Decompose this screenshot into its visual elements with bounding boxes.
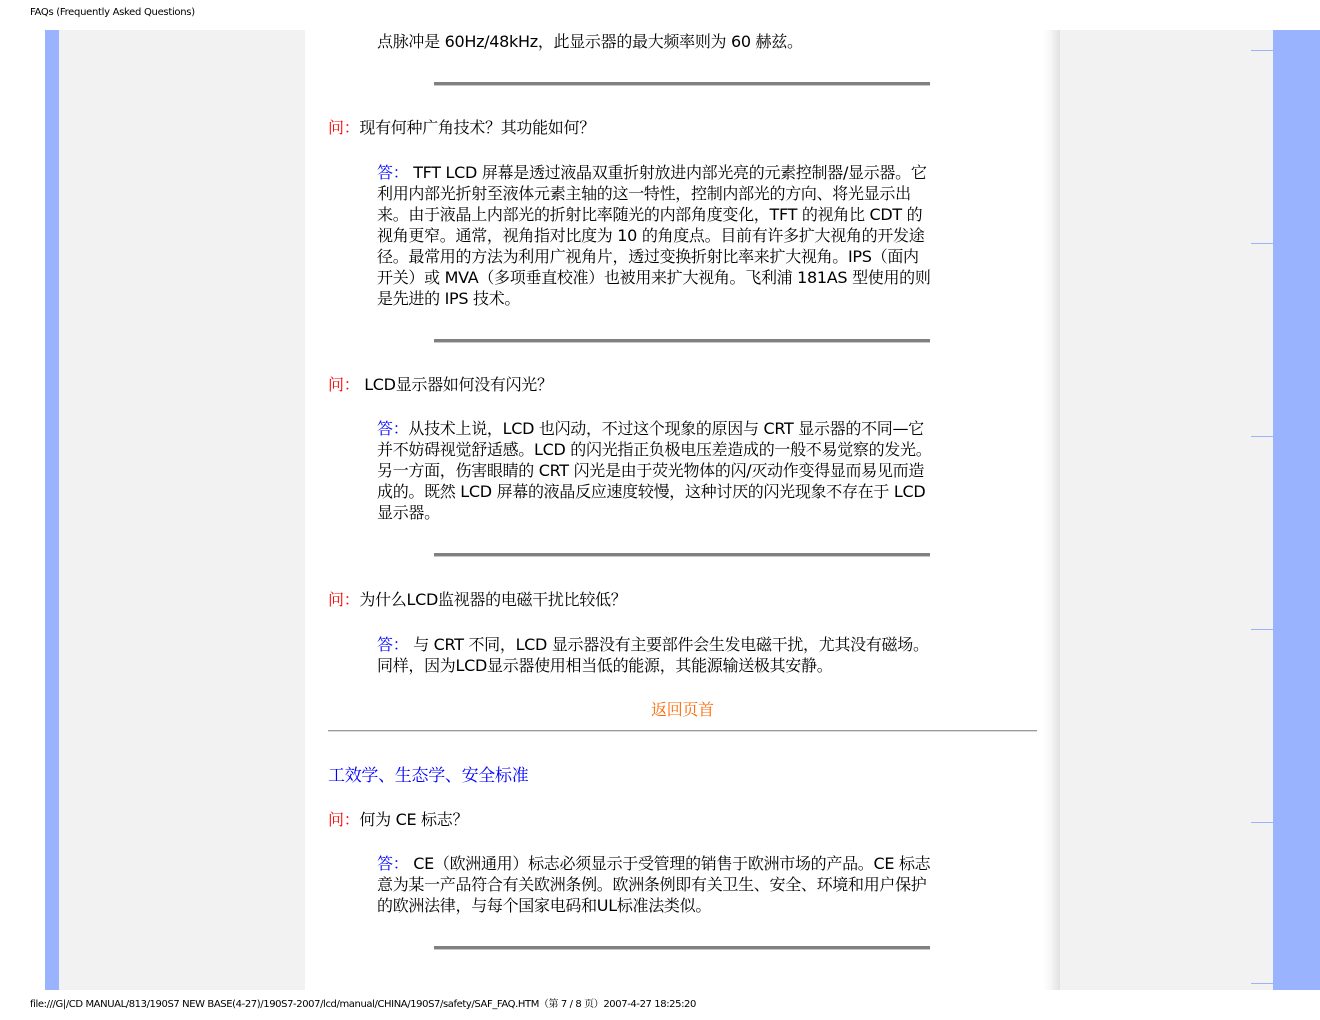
answer-label: 答： — [377, 635, 409, 654]
answer-line: 答：从技术上说，LCD 也闪动，不过这个现象的原因与 CRT 显示器的不同—它 — [377, 419, 924, 438]
stripe-tick — [1251, 629, 1273, 630]
separator — [434, 82, 930, 86]
back-to-top-link[interactable]: 返回页首 — [651, 700, 714, 719]
stripe-tick — [1251, 822, 1273, 823]
stripe-tick — [1251, 243, 1273, 244]
question-label: 问： — [328, 810, 360, 829]
answer-label: 答： — [377, 163, 409, 182]
question-3 — [328, 589, 626, 610]
stripe-tick — [1251, 983, 1273, 984]
answer-line: 显示器。 — [377, 503, 440, 522]
answer-line: 的欧洲法律，与每个国家电码和UL标准法类似。 — [377, 896, 712, 915]
answer-line: 并不妨碍视觉舒适感。LCD 的闪光指正负极电压差造成的一般不易觉察的发光。 — [377, 440, 932, 459]
question-text: 何为 CE 标志？ — [359, 810, 469, 829]
question-2 — [328, 374, 553, 395]
answer-line: 成的。既然 LCD 屏幕的液晶反应速度较慢，这种讨厌的闪光现象不存在于 LCD — [377, 482, 926, 501]
answer-line: 另一方面，伤害眼睛的 CRT 闪光是由于荧光物体的闪/灭动作变得显而易见而造 — [377, 461, 925, 480]
page-header-title: FAQs (Frequently Asked Questions) — [30, 7, 195, 18]
left-grey-margin — [59, 30, 305, 990]
stripe-tick — [1251, 436, 1273, 437]
answer-line: 视角更窄。通常，视角指对比度为 10 的角度点。目前有许多扩大视角的开发途 — [377, 226, 925, 245]
answer-line: 答： CE（欧洲通用）标志必须显示于受管理的销售于欧洲市场的产品。CE 标志 — [377, 854, 931, 873]
section-title: 工效学、生态学、安全标准 — [328, 766, 529, 786]
answer-line: 来。由于液晶上内部光的折射比率随光的内部角度变化，TFT 的视角比 CDT 的 — [377, 205, 923, 224]
answer-fragment: 点脉冲是 60Hz/48kHz，此显示器的最大频率则为 60 赫兹。 — [377, 32, 803, 51]
separator — [434, 553, 930, 557]
question-1 — [328, 117, 595, 138]
right-blue-stripe — [1273, 30, 1320, 990]
answer-2 — [377, 418, 989, 523]
answer-line: 答： 与 CRT 不同，LCD 显示器没有主要部件会生发电磁干扰，尤其没有磁场。 — [377, 635, 929, 654]
answer-line: 意为某一产品符合有关欧洲条例。欧洲条例即有关卫生、安全、环境和用户保护 — [377, 875, 927, 894]
question-label: 问： — [328, 590, 360, 609]
answer-line: 利用内部光折射至液体元素主轴的这一特性，控制内部光的方向、将光显示出 — [377, 184, 911, 203]
question-label: 问： — [328, 118, 360, 137]
separator — [434, 946, 930, 950]
question-text: LCD显示器如何没有闪光？ — [359, 375, 553, 394]
right-shadow — [1043, 30, 1060, 990]
page-footer-path: file:///G|/CD MANUAL/813/190S7 NEW BASE(4-27)/190S7-2007/lcd/manual/CHINA/190S7/safety/SAF_FAQ.HTM（第 7 / 8 页）2007-4-27 18:25:20 — [30, 999, 696, 1010]
answer-label: 答： — [377, 854, 409, 873]
answer-ce — [377, 853, 989, 916]
answer-3 — [377, 634, 989, 676]
right-grey-margin — [1060, 30, 1273, 990]
question-text: 现有何种广角技术？其功能如何？ — [359, 118, 595, 137]
left-blue-stripe — [45, 30, 59, 990]
answer-line: 同样，因为LCD显示器使用相当低的能源，其能源输送极其安静。 — [377, 656, 833, 675]
answer-1 — [377, 162, 989, 309]
question-ce — [328, 809, 468, 830]
separator — [434, 339, 930, 343]
stripe-tick — [1251, 50, 1273, 51]
answer-line: 答： TFT LCD 屏幕是透过液晶双重折射放进内部光亮的元素控制器/显示器。它 — [377, 163, 927, 182]
question-text: 为什么LCD监视器的电磁干扰比较低？ — [359, 590, 627, 609]
answer-line: 是先进的 IPS 技术。 — [377, 289, 521, 308]
answer-line: 径。最常用的方法为利用广视角片，透过变换折射比率来扩大视角。IPS（面内 — [377, 247, 919, 266]
answer-label: 答： — [377, 419, 409, 438]
section-separator — [328, 730, 1037, 732]
answer-line: 开关）或 MVA（多项垂直校准）也被用来扩大视角。飞利浦 181AS 型使用的则 — [377, 268, 931, 287]
question-label: 问： — [328, 375, 360, 394]
